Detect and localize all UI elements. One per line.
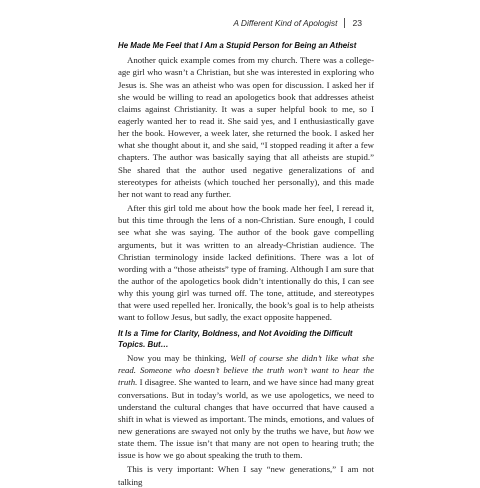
section-heading: It Is a Time for Clarity, Boldness, and Not Avoiding the Difficult Topics. But… [118, 328, 353, 349]
paragraph-text: I disagree. She wanted to learn, and we have since had many great conversations. But in today’s world, as we use apologetics, we need to understand the cultural changes that have occurred that have caused a shift in what is viewed as important. The minds, emotions, and values of new generations are swayed not only by the truths we have, but [118, 377, 374, 436]
header-divider [344, 18, 345, 28]
running-header-title: A Different Kind of Apologist [233, 18, 338, 28]
paragraph: This is very important: When I say “new generations,” I am not talking [118, 464, 374, 487]
page-body [118, 40, 374, 488]
paragraph [118, 352, 374, 461]
italic-thought: Well of course she didn’t like what she read. Someone who doesn’t believe the truth won’t want to hear the truth. [118, 353, 374, 388]
section-heading: He Made Me Feel that I Am a Stupid Person for Being an Atheist [118, 41, 357, 50]
paragraph: Another quick example comes from my church. There was a college-age girl who wasn’t a Christian, but she was interested in exploring who Jesus is. She was an atheist who was open for discussion. I asked her if she would be willing to read an apologetics book that addresses atheist claims against Christianity. It was a super helpful book to me, so I eagerly wanted her to read it. She said yes, and I enthusiastically gave her the book. However, a week later, she returned the book. I asked her what she thought about it, and she said, “I stopped reading it after a few chapters. The author was basically saying that all atheists are stupid.” She shared that the author used negative generalizations of and stereotypes for atheists (which touched her personally), and this made her not want to read any further. [118, 55, 374, 199]
paragraph-text: we state them. The issue isn’t that many are not open to hearing truth; the issue is how we go about speaking the truth to them. [118, 425, 374, 461]
italic-emphasis: how [346, 425, 362, 436]
running-header [233, 18, 362, 28]
page-number: 23 [352, 18, 362, 28]
paragraph: After this girl told me about how the book made her feel, I reread it, but this time through the lens of a non-Christian. Sure enough, I could see what she was saying. The author of the book gave compelling arguments, but it was written to an already-Christian audience. The Christian terminology inside lacked definitions. There was a lot of wording with a “those atheists” type of framing. Although I am sure that the author of the apologetics book didn’t intentionally do this, I can see why this young girl was turned off. The tone, attitude, and stereotypes that were used repelled her. Ironically, the book’s goal is to help atheists want to follow Jesus, but sadly, the exact opposite happened. [118, 203, 374, 323]
paragraph-text: Now you may be thinking, [127, 353, 231, 364]
